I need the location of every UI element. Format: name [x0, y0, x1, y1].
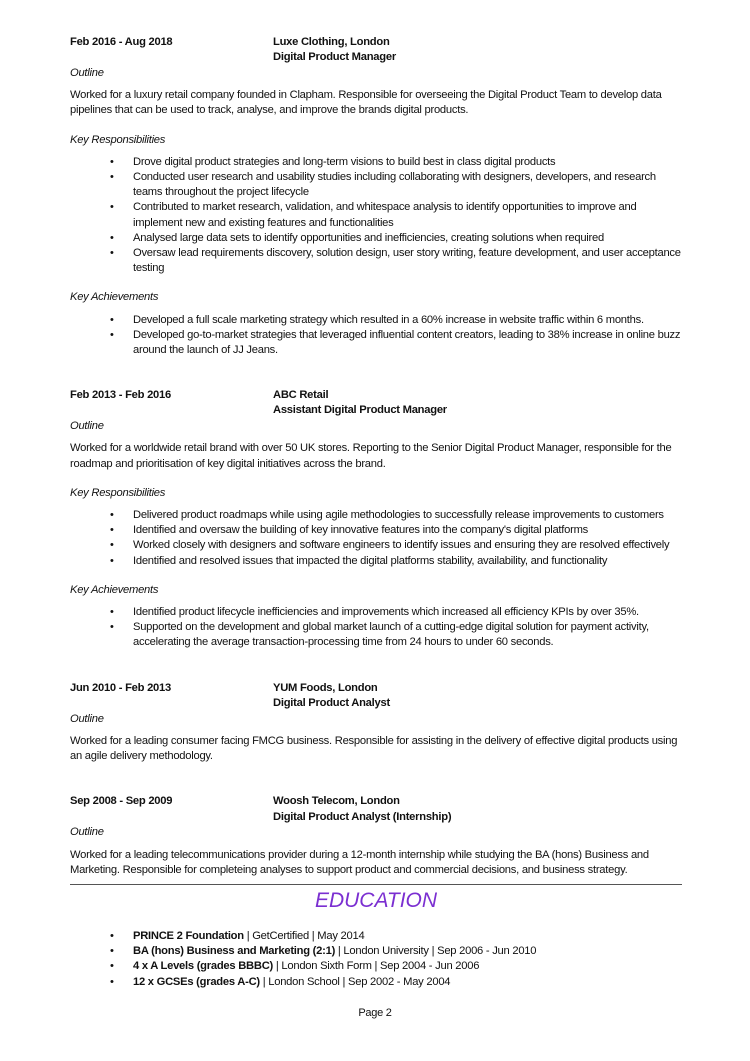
achievements-label: Key Achievements — [70, 291, 159, 304]
job-date: Feb 2016 - Aug 2018 — [70, 36, 173, 48]
job-date: Jun 2010 - Feb 2013 — [70, 681, 171, 694]
spacer — [70, 665, 682, 681]
education-item — [133, 975, 682, 990]
responsibilities-label: Key Responsibilities — [70, 133, 166, 146]
list-item: • Oversaw lead requirements discovery, solution design, user story writing, feature development, and user acceptance testing — [133, 246, 682, 276]
job-header — [70, 794, 682, 825]
list-item: • Developed a full scale marketing strategy which resulted in a 60% increase in website traffic within 6 months. — [133, 313, 682, 328]
list-item: • Conducted user research and usability studies including collaborating with designers, developers, and research teams throughout the project lifecycle — [133, 170, 682, 200]
education-qualification: BA (hons) Business and Marketing (2:1) — [133, 945, 336, 958]
achievements-list — [70, 605, 682, 651]
job-entry — [70, 681, 682, 765]
education-item — [133, 959, 682, 974]
education-qualification: 4 x A Levels (grades BBBC) — [133, 960, 274, 973]
job-role: Digital Product Manager — [273, 51, 396, 64]
list-item: • Identified and resolved issues that impacted the digital platforms stability, availability, and functionality — [133, 554, 682, 569]
education-heading: EDUCATION — [314, 888, 438, 912]
page-number: Page 2 — [358, 1007, 392, 1019]
job-role: Assistant Digital Product Manager — [273, 404, 447, 417]
job-company: Luxe Clothing, London — [273, 36, 390, 48]
job-entry — [70, 35, 682, 358]
list-item: • Analysed large data sets to identify opportunities and inefficiencies, creating solutions when required — [133, 231, 682, 246]
education-details: | London University | Sep 2006 - Jun 2010 — [335, 945, 537, 958]
job-company-block — [273, 681, 390, 712]
education-list — [70, 929, 682, 990]
job-outline: Worked for a leading telecommunications provider during a 12-month internship while studying the BA (hons) Business and Marketing. Responsible for completeing analyses to support product and commercial decisions, and business strategy. — [70, 848, 649, 876]
education-item — [133, 944, 682, 959]
list-item: • Delivered product roadmaps while using agile methodologies to successfully release improvements to customers — [133, 508, 682, 523]
page-content — [70, 35, 682, 990]
education-details: | London Sixth Form | Sep 2004 - Jun 2006 — [273, 960, 480, 973]
job-role: Digital Product Analyst — [273, 696, 390, 709]
job-company-block — [273, 35, 396, 66]
outline-label: Outline — [70, 712, 104, 725]
list-item: • Worked closely with designers and software engineers to identify issues and ensuring they are resolved effectively — [133, 538, 682, 553]
list-item: • Identified and oversaw the building of key innovative features into the company's digital platforms — [133, 523, 682, 538]
list-item: • Developed go-to-market strategies that leveraged influential content creators, leading to 38% increase in online buzz around the launch of JJ Jeans. — [133, 328, 682, 358]
job-company-block — [273, 794, 451, 825]
education-item — [133, 929, 682, 944]
job-entry — [70, 794, 682, 878]
achievements-label: Key Achievements — [70, 583, 159, 596]
job-date: Feb 2013 - Feb 2016 — [70, 389, 171, 402]
job-outline: Worked for a leading consumer facing FMCG business. Responsible for assisting in the delivery of effective digital products using an agile delivery methodology. — [70, 734, 678, 763]
list-item: • Identified product lifecycle inefficiencies and improvements which increased all efficiency KPIs by over 35%. — [133, 605, 682, 620]
job-outline: Worked for a worldwide retail brand with over 50 UK stores. Reporting to the Senior Digital Product Manager, responsible for the roadmap and prioritisation of key digital initiatives across the brand. — [70, 442, 672, 470]
spacer — [70, 372, 682, 388]
section-divider — [70, 884, 682, 885]
education-qualification: PRINCE 2 Foundation — [133, 929, 244, 942]
education-qualification: 12 x GCSEs (grades A-C) — [133, 975, 260, 988]
job-entry — [70, 388, 682, 650]
list-item: • Contributed to market research, validation, and whitespace analysis to identify opportunities to improve and implement new and existing features and functionalities — [133, 200, 682, 230]
job-role: Digital Product Analyst (Internship) — [273, 810, 452, 823]
responsibilities-list — [70, 155, 682, 277]
job-header — [70, 388, 682, 419]
spacer — [70, 778, 682, 794]
outline-label: Outline — [70, 420, 104, 433]
achievements-list — [70, 313, 682, 359]
job-header — [70, 681, 682, 712]
list-item: • Drove digital product strategies and long-term visions to build best in class digital products — [133, 155, 682, 170]
job-date: Sep 2008 - Sep 2009 — [70, 795, 173, 808]
responsibilities-label: Key Responsibilities — [70, 486, 166, 499]
job-company: YUM Foods, London — [273, 681, 378, 694]
outline-label: Outline — [70, 826, 104, 839]
education-details: | GetCertified | May 2014 — [243, 929, 365, 942]
job-company: ABC Retail — [273, 389, 329, 402]
job-company-block — [273, 388, 447, 419]
job-outline: Worked for a luxury retail company founded in Clapham. Responsible for overseeing the Digital Product Team to develop data pipelines that can be used to track, analyse, and improve the brands digital products. — [70, 89, 662, 117]
job-company: Woosh Telecom, London — [273, 795, 400, 808]
list-item: • Supported on the development and global market launch of a cutting-edge digital solution for payment activity, accelerating the average transaction-processing time from 24 hours to under 60 seconds. — [133, 620, 682, 650]
responsibilities-list — [70, 508, 682, 569]
job-header — [70, 35, 682, 66]
outline-label: Outline — [70, 67, 104, 79]
education-details: | London School | Sep 2002 - May 2004 — [259, 975, 451, 988]
